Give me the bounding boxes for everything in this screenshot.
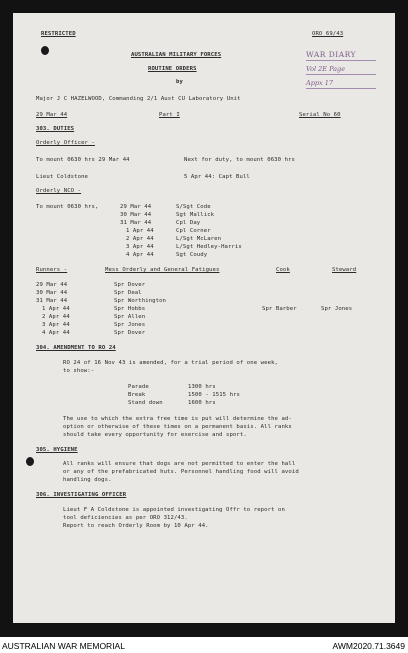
time-label: Break: [128, 392, 146, 398]
steward-heading: Steward: [332, 267, 357, 273]
time-value: 1300 hrs: [188, 384, 216, 390]
restricted-label: RESTRICTED: [41, 31, 76, 37]
orderly-nco-mount: To mount 0630 hrs,: [36, 204, 99, 210]
nco-date: 3 Apr 44: [126, 244, 154, 250]
runner-name: Spr Dover: [114, 330, 146, 336]
orderly-officer-mount: To mount 0630 hrs 29 Mar 44: [36, 157, 130, 163]
runner-name: Spr Worthington: [114, 298, 167, 304]
investigating-text: Report to reach Orderly Room by 10 Apr 44.: [63, 523, 209, 529]
amendment-text: RO 24 of 16 Nov 43 is amended, for a trial period of one week,: [63, 360, 278, 366]
investigating-text: Lieut F A Coldstone is appointed investigating Offr to report on: [63, 507, 285, 513]
runner-date: 30 Mar 44: [36, 290, 68, 296]
amendment-note: should take every opportunity for exercise and sport.: [63, 432, 247, 438]
nco-name: S/Sgt Code: [176, 204, 211, 210]
section-306-heading: 306. INVESTIGATING OFFICER: [36, 492, 127, 498]
amendment-text: to show:-: [63, 368, 95, 374]
part-label: Part I: [159, 112, 180, 118]
runner-date: 3 Apr 44: [42, 322, 70, 328]
footer-institution: AUSTRALIAN WAR MEMORIAL: [2, 641, 125, 651]
unit-title: AUSTRALIAN MILITARY FORCES: [131, 52, 222, 58]
hygiene-text: or any of the prefabricated huts. Personnel handling food will avoid: [63, 469, 299, 475]
punch-hole: [41, 46, 49, 55]
runner-date: 1 Apr 44: [42, 306, 70, 312]
amendment-note: The use to which the extra free time is put will determine the ad-: [63, 416, 292, 422]
nco-name: Sgt Mallick: [176, 212, 215, 218]
issuer-line: Major J C HAZELWOOD, Commanding 2/1 Aust CU Laboratory Unit: [36, 96, 241, 102]
runners-heading: Runners -: [36, 267, 68, 273]
stamp-volume: Vol 2E Page: [306, 65, 346, 73]
nco-name: Cpl Day: [176, 220, 201, 226]
cook-heading: Cook: [276, 267, 290, 273]
footer-accession-number: AWM2020.71.3649: [332, 641, 405, 651]
time-value: 1600 hrs: [188, 400, 216, 406]
serial-number: Serial No 60: [299, 112, 341, 118]
time-label: Parade: [128, 384, 149, 390]
orderly-officer-next-name: 5 Apr 44: Capt Bull: [184, 174, 250, 180]
runner-name: Spr Jones: [114, 322, 146, 328]
document-page: [13, 13, 395, 623]
order-date: 29 Mar 44: [36, 112, 68, 118]
by-label: by: [176, 79, 183, 85]
nco-date: 4 Apr 44: [126, 252, 154, 258]
section-305-heading: 305. HYGIENE: [36, 447, 78, 453]
nco-name: L/Sgt McLaren: [176, 236, 222, 242]
nco-name: Sgt Coudy: [176, 252, 208, 258]
orderly-officer-next: Next for duty, to mount 0630 hrs: [184, 157, 295, 163]
runner-name: Spr Deal: [114, 290, 142, 296]
nco-date: 29 Mar 44: [120, 204, 152, 210]
stamp-title: WAR DIARY: [306, 50, 357, 59]
runner-name: Spr Allen: [114, 314, 146, 320]
reference-number: ORO 69/43: [312, 31, 344, 37]
runner-name: Spr Hobbs: [114, 306, 146, 312]
runner-date: 29 Mar 44: [36, 282, 68, 288]
nco-name: Cpl Corner: [176, 228, 211, 234]
stamp-rule: [306, 60, 376, 61]
section-304-heading: 304. AMENDMENT TO RO 24: [36, 345, 116, 351]
time-value: 1500 - 1515 hrs: [188, 392, 241, 398]
orderly-officer-name: Lieut Coldstone: [36, 174, 89, 180]
section-303-heading: 303. DUTIES: [36, 126, 75, 132]
stamp-appendix: Appx 17: [306, 79, 334, 87]
time-label: Stand down: [128, 400, 163, 406]
runner-date: 2 Apr 44: [42, 314, 70, 320]
hygiene-text: handling dogs.: [63, 477, 112, 483]
nco-name: L/Sgt Hedley-Harris: [176, 244, 242, 250]
runner-name: Spr Dover: [114, 282, 146, 288]
amendment-note: option or otherwise of these times on a permanent basis. All ranks: [63, 424, 292, 430]
nco-date: 30 Mar 44: [120, 212, 152, 218]
runner-date: 4 Apr 44: [42, 330, 70, 336]
nco-date: 31 Mar 44: [120, 220, 152, 226]
nco-date: 1 Apr 44: [126, 228, 154, 234]
runner-date: 31 Mar 44: [36, 298, 68, 304]
stamp-rule: [306, 74, 376, 75]
investigating-text: tool deficiencies as per ORO 312/43.: [63, 515, 188, 521]
orderly-nco-heading: Orderly NCO -: [36, 188, 82, 194]
cook-name: Spr Barber: [262, 306, 297, 312]
nco-date: 2 Apr 44: [126, 236, 154, 242]
orderly-officer-heading: Orderly Officer -: [36, 140, 95, 146]
document-title: ROUTINE ORDERS: [148, 66, 197, 72]
mess-orderly-heading: Mess Orderly and General Fatigues: [105, 267, 220, 273]
steward-name: Spr Jones: [321, 306, 353, 312]
punch-hole: [26, 457, 34, 466]
war-diary-stamp: [296, 42, 388, 94]
stamp-rule: [306, 88, 376, 89]
hygiene-text: All ranks will ensure that dogs are not permitted to enter the hall: [63, 461, 296, 467]
